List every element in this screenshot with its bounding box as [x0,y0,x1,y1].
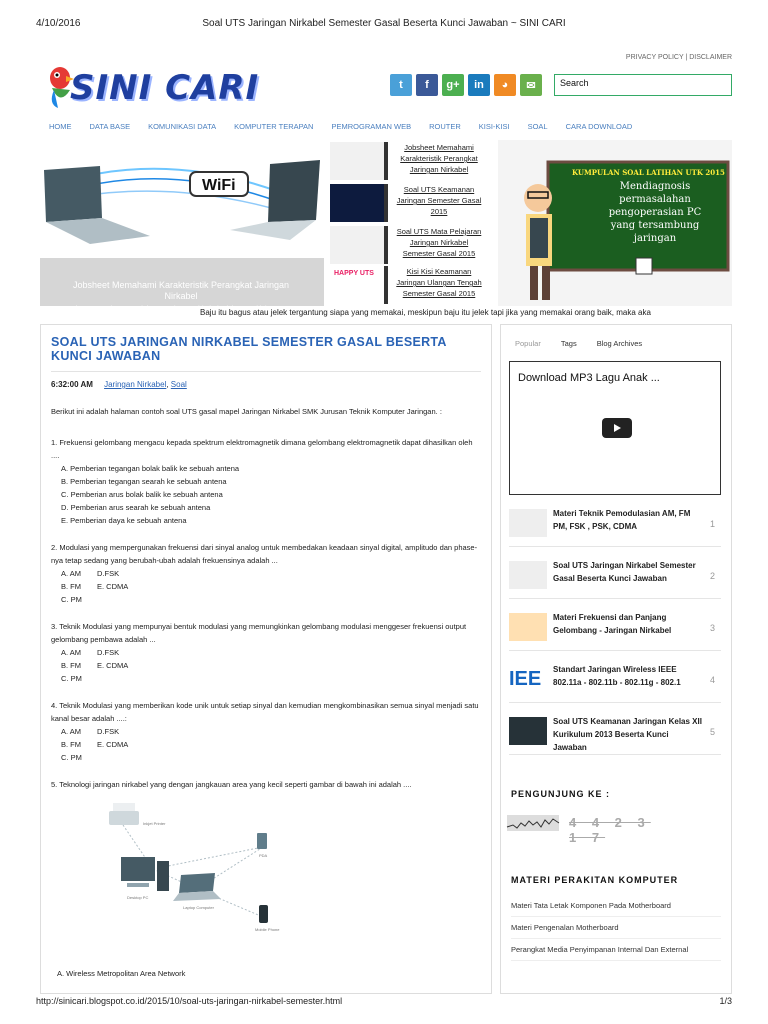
nav-cara-download[interactable]: CARA DOWNLOAD [565,122,633,131]
label-link[interactable]: Jaringan Nirkabel [104,380,167,389]
thumb-item[interactable] [330,140,490,182]
facebook-icon[interactable]: f [416,74,438,96]
googleplus-icon[interactable]: g+ [442,74,464,96]
nav-komunikasi-data[interactable]: KOMUNIKASI DATA [148,122,217,131]
rank-number: 5 [709,727,715,737]
diagram-label: Inkjet Printer [143,821,166,826]
tab-tags[interactable]: Tags [560,339,577,348]
answer-option: D.FSK [97,727,120,736]
print-title: Soal UTS Jaringan Nirkabel Semester Gasal Beserta Kunci Jawaban ~ SINI CARI [202,18,566,29]
site-logo[interactable] [40,60,280,112]
visitor-counter [507,815,667,845]
popular-post-title[interactable]: Materi Frekuensi dan Panjang Gelombang - Jaringan Nirkabel [553,613,672,635]
page-url: http://sinicari.blogspot.co.id/2015/10/soal-uts-jaringan-nirkabel-semester.html [36,996,343,1006]
diagram-label: PDA [259,853,268,858]
tab-popular[interactable]: Popular [515,339,541,348]
diagram-label: Mobile Phone [255,927,280,932]
answer-option: E. CDMA [97,740,129,749]
materi-link[interactable]: Materi Pengenalan Motherboard [511,923,721,939]
banner-line: yang tersambung [610,220,700,231]
visitors-heading: PENGUNJUNG KE : [511,789,611,799]
slider-caption-sub: Materi KD 3 untuk mata pelajaran Jaringan Nirkabel telah saya, kisi-s ... [58,306,281,313]
popular-post[interactable] [509,501,721,547]
answer-option: A. AM [61,727,82,736]
post-meta: 6:32:00 AM Jaringan Nirkabel, Soal [51,371,481,389]
banner-line: permasalahan [619,194,691,205]
sidebar [500,324,732,994]
banner-line: Mendiagnosis [619,181,691,192]
diagram-label: Laptop Computer [183,905,214,910]
banner-line: pengoperasian PC [608,207,702,218]
answer-grid [61,646,481,685]
question-2: 2. Modulasi yang mempergunakan frekuensi dari sinyal analog untuk membedakan keadaan sinyal digital, amplitudo dan phase-nya tetap sedang yang berubah-ubah adalah frekuensinya adalah ... [51,543,478,565]
answer-option: D.FSK [97,569,120,578]
marquee-text: Baju itu bagus atau jelek tergantung siapa yang memakai, meskipun baju itu jelek tapi jika yang memakai orang baik, maka aka [200,308,651,317]
popular-post-title[interactable]: Materi Teknik Pemodulasian AM, FM PM, FSK , PSK, CDMA [553,509,691,531]
promo-banner[interactable] [498,140,732,306]
tab-blog-archives[interactable]: Blog Archives [596,339,643,348]
slider-caption-title[interactable]: Jobsheet Memahami Karakteristik Perangkat Jaringan Nirkabel [72,280,290,301]
thumb-item[interactable] [330,224,490,266]
nav-home[interactable]: HOME [49,122,72,131]
thumb-image [330,142,388,180]
logo-text: SINI CARI [70,68,260,108]
visitor-count: 4 4 2 3 1 7 [569,815,651,845]
social-icons [390,74,542,96]
diagram-label: Desktop PC [127,895,149,900]
nav-router[interactable]: ROUTER [429,122,461,131]
linkedin-icon[interactable]: in [468,74,490,96]
post-thumbnail [509,561,547,589]
rss-icon[interactable]: ◕ [494,74,516,96]
question-5: 5. Teknologi jaringan nirkabel yang dengan jangkauan area yang kecil seperti gambar di bawah ini adalah .... [51,780,412,789]
answer-option: C. PM [61,595,82,604]
rank-number: 2 [709,571,715,581]
rank-number: 1 [709,519,715,529]
featured-slider[interactable] [40,140,324,313]
post-thumbnail [509,717,547,745]
video-title[interactable]: Download MP3 Lagu Anak ... [518,372,660,384]
post-body [51,405,481,980]
answer-grid [61,567,481,606]
page-number: 1/3 [719,996,732,1006]
popular-post-title[interactable]: Soal UTS Jaringan Nirkabel Semester Gasal Beserta Kunci Jawaban [553,561,696,583]
nav-komputer-terapan[interactable]: KOMPUTER TERAPAN [234,122,314,131]
thumb-image [330,184,388,222]
thumb-item[interactable] [330,264,490,306]
thumb-title: Soal UTS Mata Pelajaran Jaringan Nirkabel Semester Gasal 2015 [396,227,482,258]
post-article [40,324,492,994]
print-header [36,18,732,32]
slider-thumbnails [330,140,490,306]
thumb-title: Soal UTS Keamanan Jaringan Semester Gasal 2015 [396,185,482,216]
thumb-item[interactable] [330,182,490,224]
materi-link[interactable]: Perangkat Media Penyimpanan Internal Dan External [511,945,721,961]
thumb-title: Kisi Kisi Keamanan Jaringan Ulangan Tengah Semester Gasal 2015 [396,267,482,298]
post-time: 6:32:00 AM [51,380,93,389]
thumb-image [330,226,388,264]
slider-caption [40,258,324,313]
happy-uts-badge: HAPPY UTS [334,270,374,277]
popular-post[interactable] [509,553,721,599]
video-embed[interactable] [509,361,721,495]
answer-option: D.FSK [97,648,120,657]
sidebar-tabs [501,325,731,348]
answer-option: E. Pemberian daya ke sebuah antena [61,516,187,525]
materi-heading: MATERI PERAKITAN KOMPUTER [511,875,679,885]
answer-grid [61,725,481,764]
main-nav [40,116,732,138]
post-title[interactable]: SOAL UTS JARINGAN NIRKABEL SEMESTER GASAL BESERTA KUNCI JAWABAN [51,335,447,363]
nav-soal[interactable]: SOAL [527,122,548,131]
answer-option: C. PM [61,753,82,762]
banner-title: KUMPULAN SOAL LATIHAN UTK 2015 [572,168,725,177]
answer-a: A. Wireless Metropolitan Area Network [57,969,186,978]
popular-post-title[interactable]: Soal UTS Keamanan Jaringan Kelas XII Kurikulum 2013 Beserta Kunci Jawaban [553,717,702,752]
email-icon[interactable]: ✉ [520,74,542,96]
twitter-icon[interactable]: t [390,74,412,96]
answer-option: B. Pemberian tegangan searah ke sebuah antena [61,477,227,486]
answer-option: A. AM [61,569,82,578]
thumb-image [330,266,388,304]
post-thumbnail [509,613,547,641]
answer-option: B. FM [61,740,81,749]
answer-option: D. Pemberian arus searah ke sebuah antena [61,503,211,512]
answer-option: C. Pemberian arus bolak balik ke sebuah antena [61,490,223,499]
answer-option: B. FM [61,582,81,591]
banner-text [590,180,720,245]
popular-post[interactable] [509,709,721,755]
question-3: 3. Teknik Modulasi yang mempunyai bentuk modulasi yang memungkinkan gelombang modulasi menggeser frekuensi output gelombang pembawa adalah ... [51,622,467,644]
wpan-diagram [91,797,291,957]
nav-kisi-kisi[interactable]: KISI-KISI [478,122,510,131]
question-1: 1. Frekuensi gelombang mengacu kepada spektrum elektromagnetik dimana gelombang elektromagnetik dapat dihasilkan oleh .... [51,438,473,460]
search-input[interactable]: Search [554,74,732,96]
rank-number: 3 [709,623,715,633]
wifi-badge: WiFi [202,177,236,194]
print-footer [36,996,732,1010]
post-intro: Berikut ini adalah halaman contoh soal UTS gasal mapel Jaringan Nirkabel SMK Jurusan Teknik Komputer Jaringan. : [51,407,442,416]
popular-post-title[interactable]: Standart Jaringan Wireless IEEE 802.11a - 802.11b - 802.11g - 802.1 [553,665,681,687]
play-icon[interactable] [602,418,632,438]
answer-option: A. Pemberian tegangan bolak balik ke sebuah antena [61,464,240,473]
ieee-logo-icon: IEE [509,665,547,693]
thumb-title: Jobsheet Memahami Karakteristik Perangkat Jaringan Nirkabel [400,143,478,174]
popular-post[interactable] [509,657,721,703]
nav-pemrograman-web[interactable]: PEMROGRAMAN WEB [331,122,412,131]
label-link[interactable]: Soal [170,380,187,389]
banner-line: jaringan [633,233,677,244]
answer-option: B. FM [61,661,81,670]
rank-number: 4 [709,675,715,685]
traffic-graph-icon [507,815,559,831]
post-thumbnail [509,509,547,537]
answer-option: A. AM [61,648,82,657]
nav-data-base[interactable]: DATA BASE [89,122,131,131]
question-4: 4. Teknik Modulasi yang memberikan kode unik untuk setiap sinyal dan kemudian mengkombinasikan semua sinyal menjadi satu kanal besar adalah ....: [51,701,479,723]
print-date: 4/10/2016 [36,18,81,29]
answer-option: C. PM [61,674,82,683]
popular-post[interactable] [509,605,721,651]
materi-link[interactable]: Materi Tata Letak Komponen Pada Motherboard [511,901,721,917]
privacy-disclaimer-links[interactable]: PRIVACY POLICY | DISCLAIMER [625,54,732,61]
answer-option: E. CDMA [97,661,129,670]
answer-option: E. CDMA [97,582,129,591]
